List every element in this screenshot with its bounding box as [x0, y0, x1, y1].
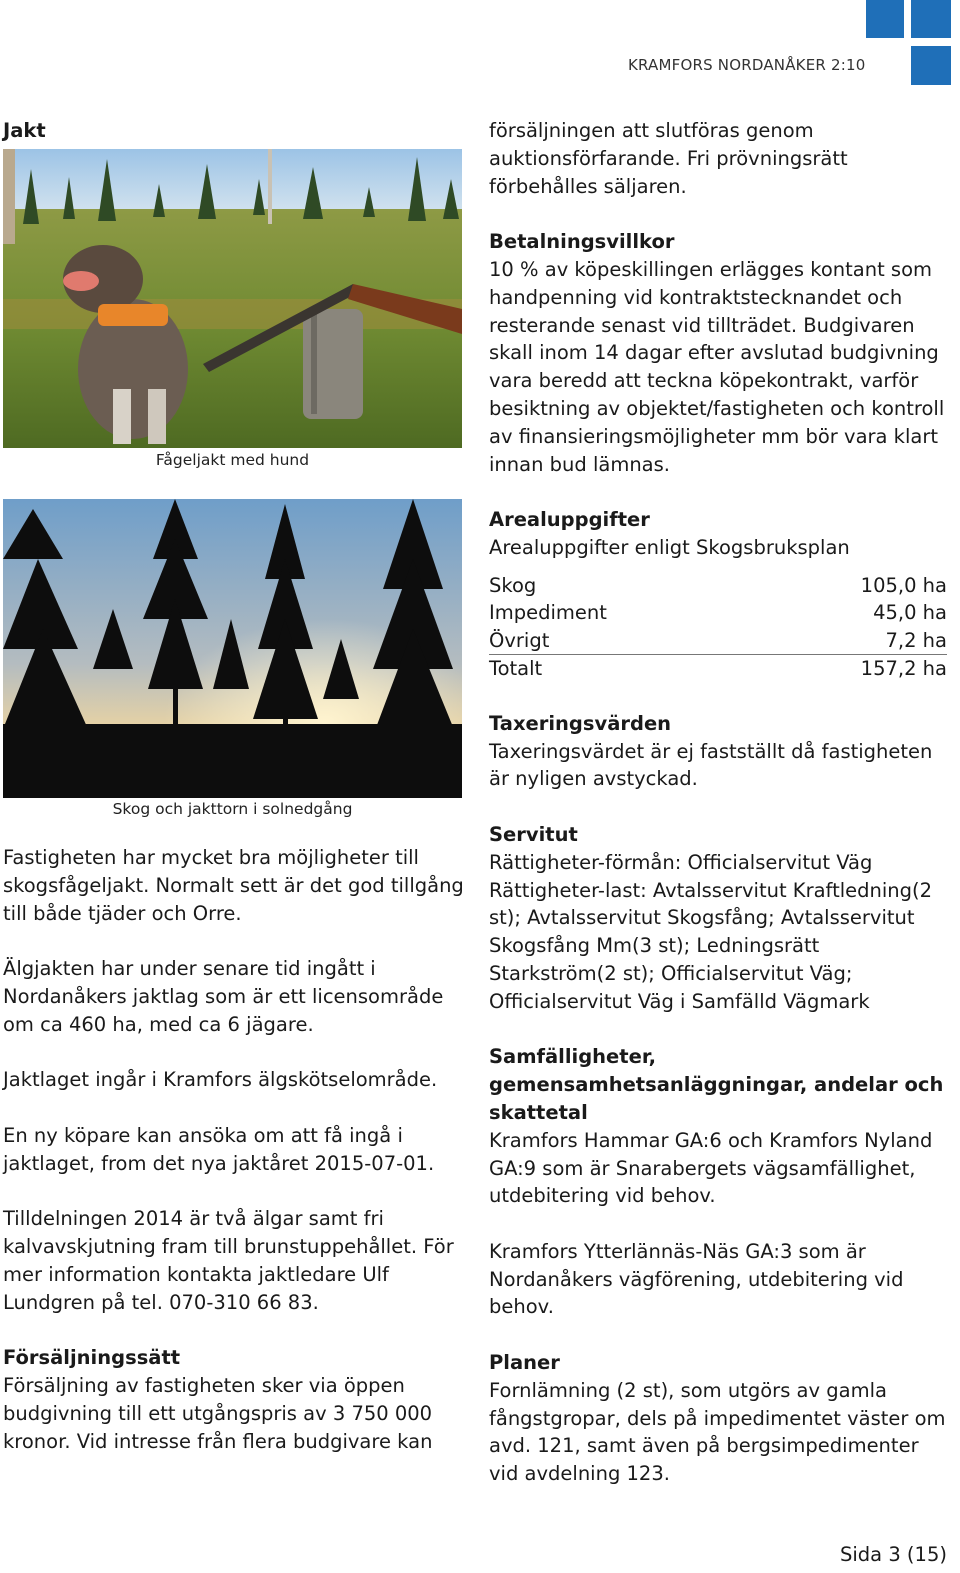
- photo-dog-hunting: [3, 149, 462, 448]
- paragraph: Älgjakten har under senare tid ingått i Nordanåkers jaktlag som är ett licensområde om ca 460 ha, med ca 6 jägare.: [3, 957, 444, 1036]
- section-heading-tax: Taxeringsvärden: [489, 711, 672, 735]
- area-row: [489, 627, 947, 655]
- sale-text: Försäljning av fastigheten sker via öppen budgivning till ett utgångspris av 3 750 000 kronor. Vid intresse från flera budgivare kan: [3, 1374, 433, 1453]
- servitut-line: Rättigheter-förmån: Officialservitut Väg: [489, 850, 873, 874]
- photo-caption-dog: Fågeljakt med hund: [155, 451, 310, 469]
- area-value: 45,0 ha: [873, 601, 947, 625]
- paragraph: Tilldelningen 2014 är två älgar samt fri kalvavskjutning fram till brunstuppehållet. För mer information kontakta jaktledare Ulf Lundgren på tel. 070-310 66 83.: [3, 1207, 454, 1314]
- samf-text: Kramfors Ytterlännäs-Näs GA:3 som är Nordanåkers vägförening, utdebitering vid behov.: [489, 1239, 904, 1319]
- section-heading-servitut: Servitut: [489, 822, 578, 846]
- page-number: Sida 3 (15): [840, 1543, 947, 1566]
- area-row: [489, 572, 947, 600]
- area-label: Övrigt: [489, 628, 550, 652]
- hunting-description: [3, 844, 468, 1456]
- area-value: 105,0 ha: [860, 573, 947, 597]
- area-label: Impediment: [489, 601, 607, 625]
- header-title: KRAMFORS NORDANÅKER 2:10: [628, 56, 866, 74]
- payment-text: 10 % av köpeskillingen erlägges kontant som handpenning vid kontraktstecknandet och resterande senast vid tillträdet. Budgivaren skall inom 14 dagar efter avslutad budgivning vara beredd att teckna köpekontrakt, varför besiktning av objektet/fastigheten och kontroll av finansieringsmöjligheter mm bör vara klart innan bud lämnas.: [489, 257, 945, 476]
- area-total-value: 157,2 ha: [860, 657, 947, 681]
- area-row: [489, 599, 947, 627]
- tax-text: Taxeringsvärdet är ej fastställt då fastigheten är nyligen avstyckad.: [489, 739, 933, 791]
- section-heading-samf: Samfälligheter, gemensamhetsanläggningar, andelar och skattetal: [489, 1045, 944, 1124]
- paragraph: Fastigheten har mycket bra möjligheter till skogsfågeljakt. Normalt sett är det god tillgång till både tjäder och Orre.: [3, 846, 464, 925]
- photo-caption-sunset: Skog och jakttorn i solnedgång: [112, 800, 353, 818]
- section-heading-jakt: Jakt: [3, 119, 46, 142]
- section-heading-plans: Planer: [489, 1351, 560, 1375]
- sale-continuation: försäljningen att slutföras genom auktionsförfarande. Fri prövningsrätt förbehålles säljaren.: [489, 119, 848, 198]
- area-subtitle: Arealuppgifter enligt Skogsbruksplan: [489, 535, 850, 559]
- section-heading-sale: Försäljningssätt: [3, 1346, 181, 1370]
- photo-sunset-forest: [3, 499, 462, 798]
- area-total-row: [489, 654, 947, 683]
- paragraph: Jaktlaget ingår i Kramfors älgskötselområde.: [3, 1068, 438, 1092]
- area-value: 7,2 ha: [885, 628, 947, 652]
- area-table: [489, 572, 947, 683]
- paragraph: En ny köpare kan ansöka om att få ingå i jaktlaget, from det nya jaktåret 2015-07-01.: [3, 1123, 435, 1175]
- right-column: [489, 117, 949, 1488]
- section-heading-payment: Betalningsvillkor: [489, 230, 675, 254]
- samf-text: Kramfors Hammar GA:6 och Kramfors Nyland GA:9 som är Snarabergets vägsamfällighet, utdebitering vid behov.: [489, 1128, 933, 1208]
- servitut-line: Rättigheter-last: Avtalsservitut Kraftledning(2 st); Avtalsservitut Skogsfång; Avtalsservitut Skogsfång Mm(3 st); Ledningsrätt Starkström(2 st); Officialservitut Väg; Officialservitut Väg i Samfälld Vägmark: [489, 878, 933, 1013]
- plans-text: Fornlämning (2 st), som utgörs av gamla fångstgropar, dels på impedimentet väster om avd. 121, samt även på bergsimpedimenter vid avdelning 123.: [489, 1378, 946, 1486]
- area-total-label: Totalt: [489, 657, 543, 681]
- section-heading-area: Arealuppgifter: [489, 508, 650, 532]
- area-label: Skog: [489, 573, 537, 597]
